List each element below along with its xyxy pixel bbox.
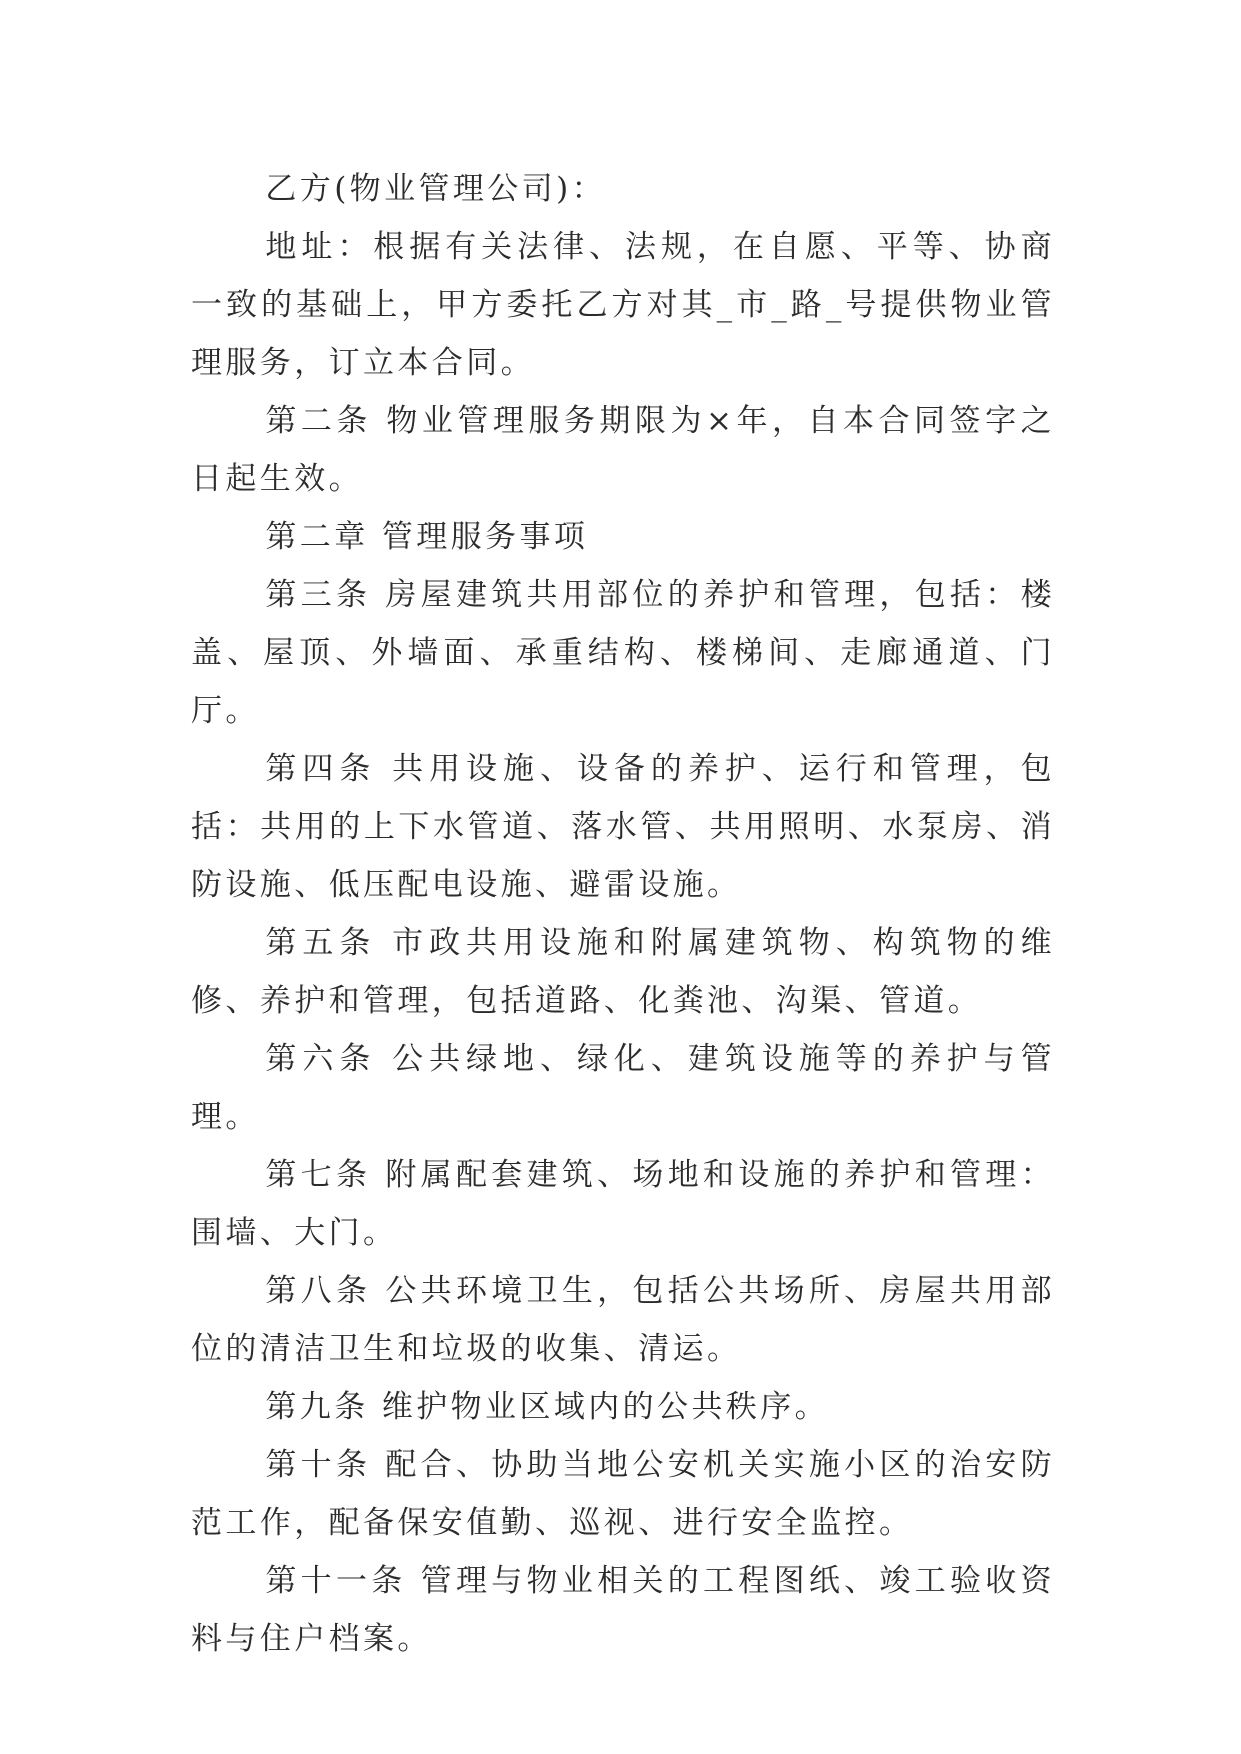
article-2: 第二条 物业管理服务期限为×年，自本合同签字之日起生效。 <box>191 403 1055 497</box>
article-5: 第五条 市政共用设施和附属建筑物、构筑物的维修、养护和管理，包括道路、化粪池、沟渠、管道。 <box>191 925 1055 1019</box>
chapter-2-heading: 第二章 管理服务事项 <box>265 519 589 555</box>
party-b-line: 乙方(物业管理公司)： <box>265 171 606 207</box>
article-10: 第十条 配合、协助当地公安机关实施小区的治安防范工作，配备保安值勤、巡视、进行安全监控。 <box>191 1447 1055 1541</box>
article-4: 第四条 共用设施、设备的养护、运行和管理，包括：共用的上下水管道、落水管、共用照明、水泵房、消防设施、低压配电设施、避雷设施。 <box>191 751 1055 903</box>
address-paragraph: 地址：根据有关法律、法规，在自愿、平等、协商一致的基础上，甲方委托乙方对其_市_路_号提供物业管理服务，订立本合同。 <box>191 229 1055 381</box>
article-6: 第六条 公共绿地、绿化、建筑设施等的养护与管理。 <box>191 1041 1055 1135</box>
article-8: 第八条 公共环境卫生，包括公共场所、房屋共用部位的清洁卫生和垃圾的收集、清运。 <box>191 1273 1055 1367</box>
article-7: 第七条 附属配套建筑、场地和设施的养护和管理：围墙、大门。 <box>191 1157 1055 1251</box>
article-3: 第三条 房屋建筑共用部位的养护和管理，包括：楼盖、屋顶、外墙面、承重结构、楼梯间、走廊通道、门厅。 <box>191 577 1055 729</box>
article-9: 第九条 维护物业区域内的公共秩序。 <box>265 1389 830 1425</box>
document-body <box>191 160 1055 1668</box>
article-11: 第十一条 管理与物业相关的工程图纸、竣工验收资料与住户档案。 <box>191 1563 1055 1657</box>
